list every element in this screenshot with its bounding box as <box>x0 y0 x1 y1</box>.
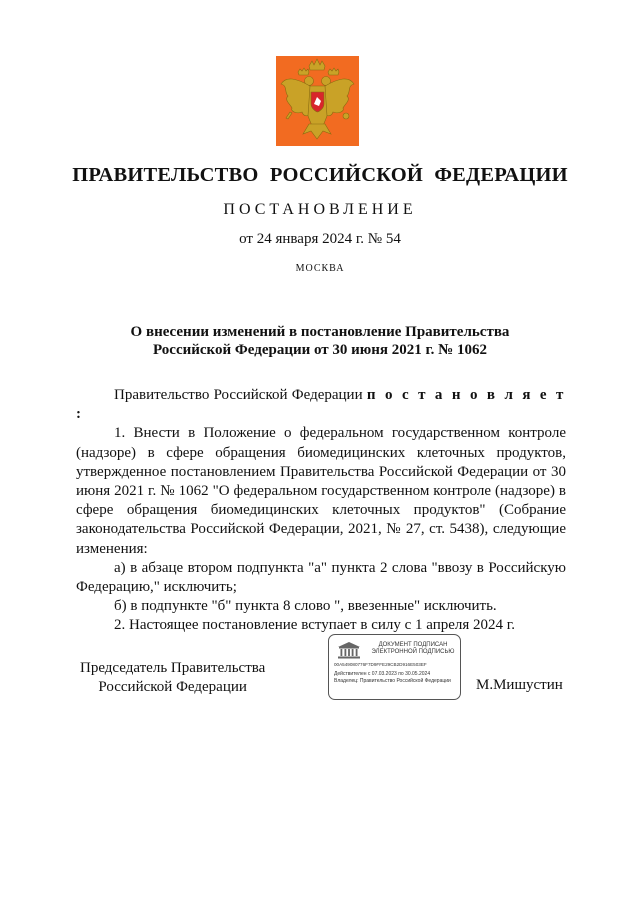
preamble <box>76 386 566 424</box>
government-title: ПРАВИТЕЛЬСТВО РОССИЙСКОЙ ФЕДЕРАЦИИ <box>72 164 568 186</box>
stamp-title <box>367 642 459 656</box>
preamble-decree: п о с т а н о в л я е т : <box>76 387 566 423</box>
paragraph-1: 1. Внести в Положение о федеральном государственном контроле (надзоре) в сфере обращения биомедицинских клеточных продуктов, утвержденное постановлением Правительства Российской Федерации от 30 июня 2021 г. № 1062 "О федеральном государственном контроле (надзоре) в сфере обращения биомедицинских клеточных продуктов" (Собрание законодательства Российской Федерации, 2021, № 27, ст. 5438), следующие изменения: <box>76 425 566 557</box>
government-building-icon <box>335 640 363 660</box>
document-subject <box>100 323 540 359</box>
coat-of-arms-icon <box>276 56 359 146</box>
document-city: МОСКВА <box>295 263 345 274</box>
paragraph-2: 2. Настоящее постановление вступает в силу с 1 апреля 2024 г. <box>114 617 516 634</box>
paragraph-1b: б) в подпункте "б" пункта 8 слово ", ввезенные" исключить. <box>114 598 497 615</box>
stamp-title-line-2: ЭЛЕКТРОННОЙ ПОДПИСЬЮ <box>371 649 455 655</box>
preamble-start: Правительство Российской Федерации <box>114 387 363 403</box>
signer-position-line-2: Российской Федерации <box>98 679 247 695</box>
coat-of-arms-emblem <box>276 56 359 146</box>
stamp-owner: Владелец: Правительство Российской Федерации <box>334 678 451 684</box>
stamp-validity: Действителен с 07.03.2023 по 30.05.2024 <box>334 671 431 677</box>
stamp-serial: 00A549080776F7D9FFE29CB2D916E503EF <box>334 662 427 667</box>
document-type: ПОСТАНОВЛЕНИЕ <box>223 201 417 218</box>
stamp-title-line-1: ДОКУМЕНТ ПОДПИСАН <box>378 642 448 648</box>
document-date-number: от 24 января 2024 г. № 54 <box>239 231 401 247</box>
signer-position <box>80 659 265 697</box>
document-body <box>76 386 566 636</box>
signer-name: М.Мишустин <box>476 677 563 693</box>
electronic-signature-stamp <box>328 634 461 700</box>
subject-line-1: О внесении изменений в постановление Правительства <box>130 324 510 340</box>
signer-position-line-1: Председатель Правительства <box>80 660 266 676</box>
subject-line-2: Российской Федерации от 30 июня 2021 г. № 1062 <box>153 342 487 358</box>
paragraph-1a: а) в абзаце втором подпункта "а" пункта 2 слова "ввозу в Российскую Федерацию," исключить; <box>76 559 566 596</box>
